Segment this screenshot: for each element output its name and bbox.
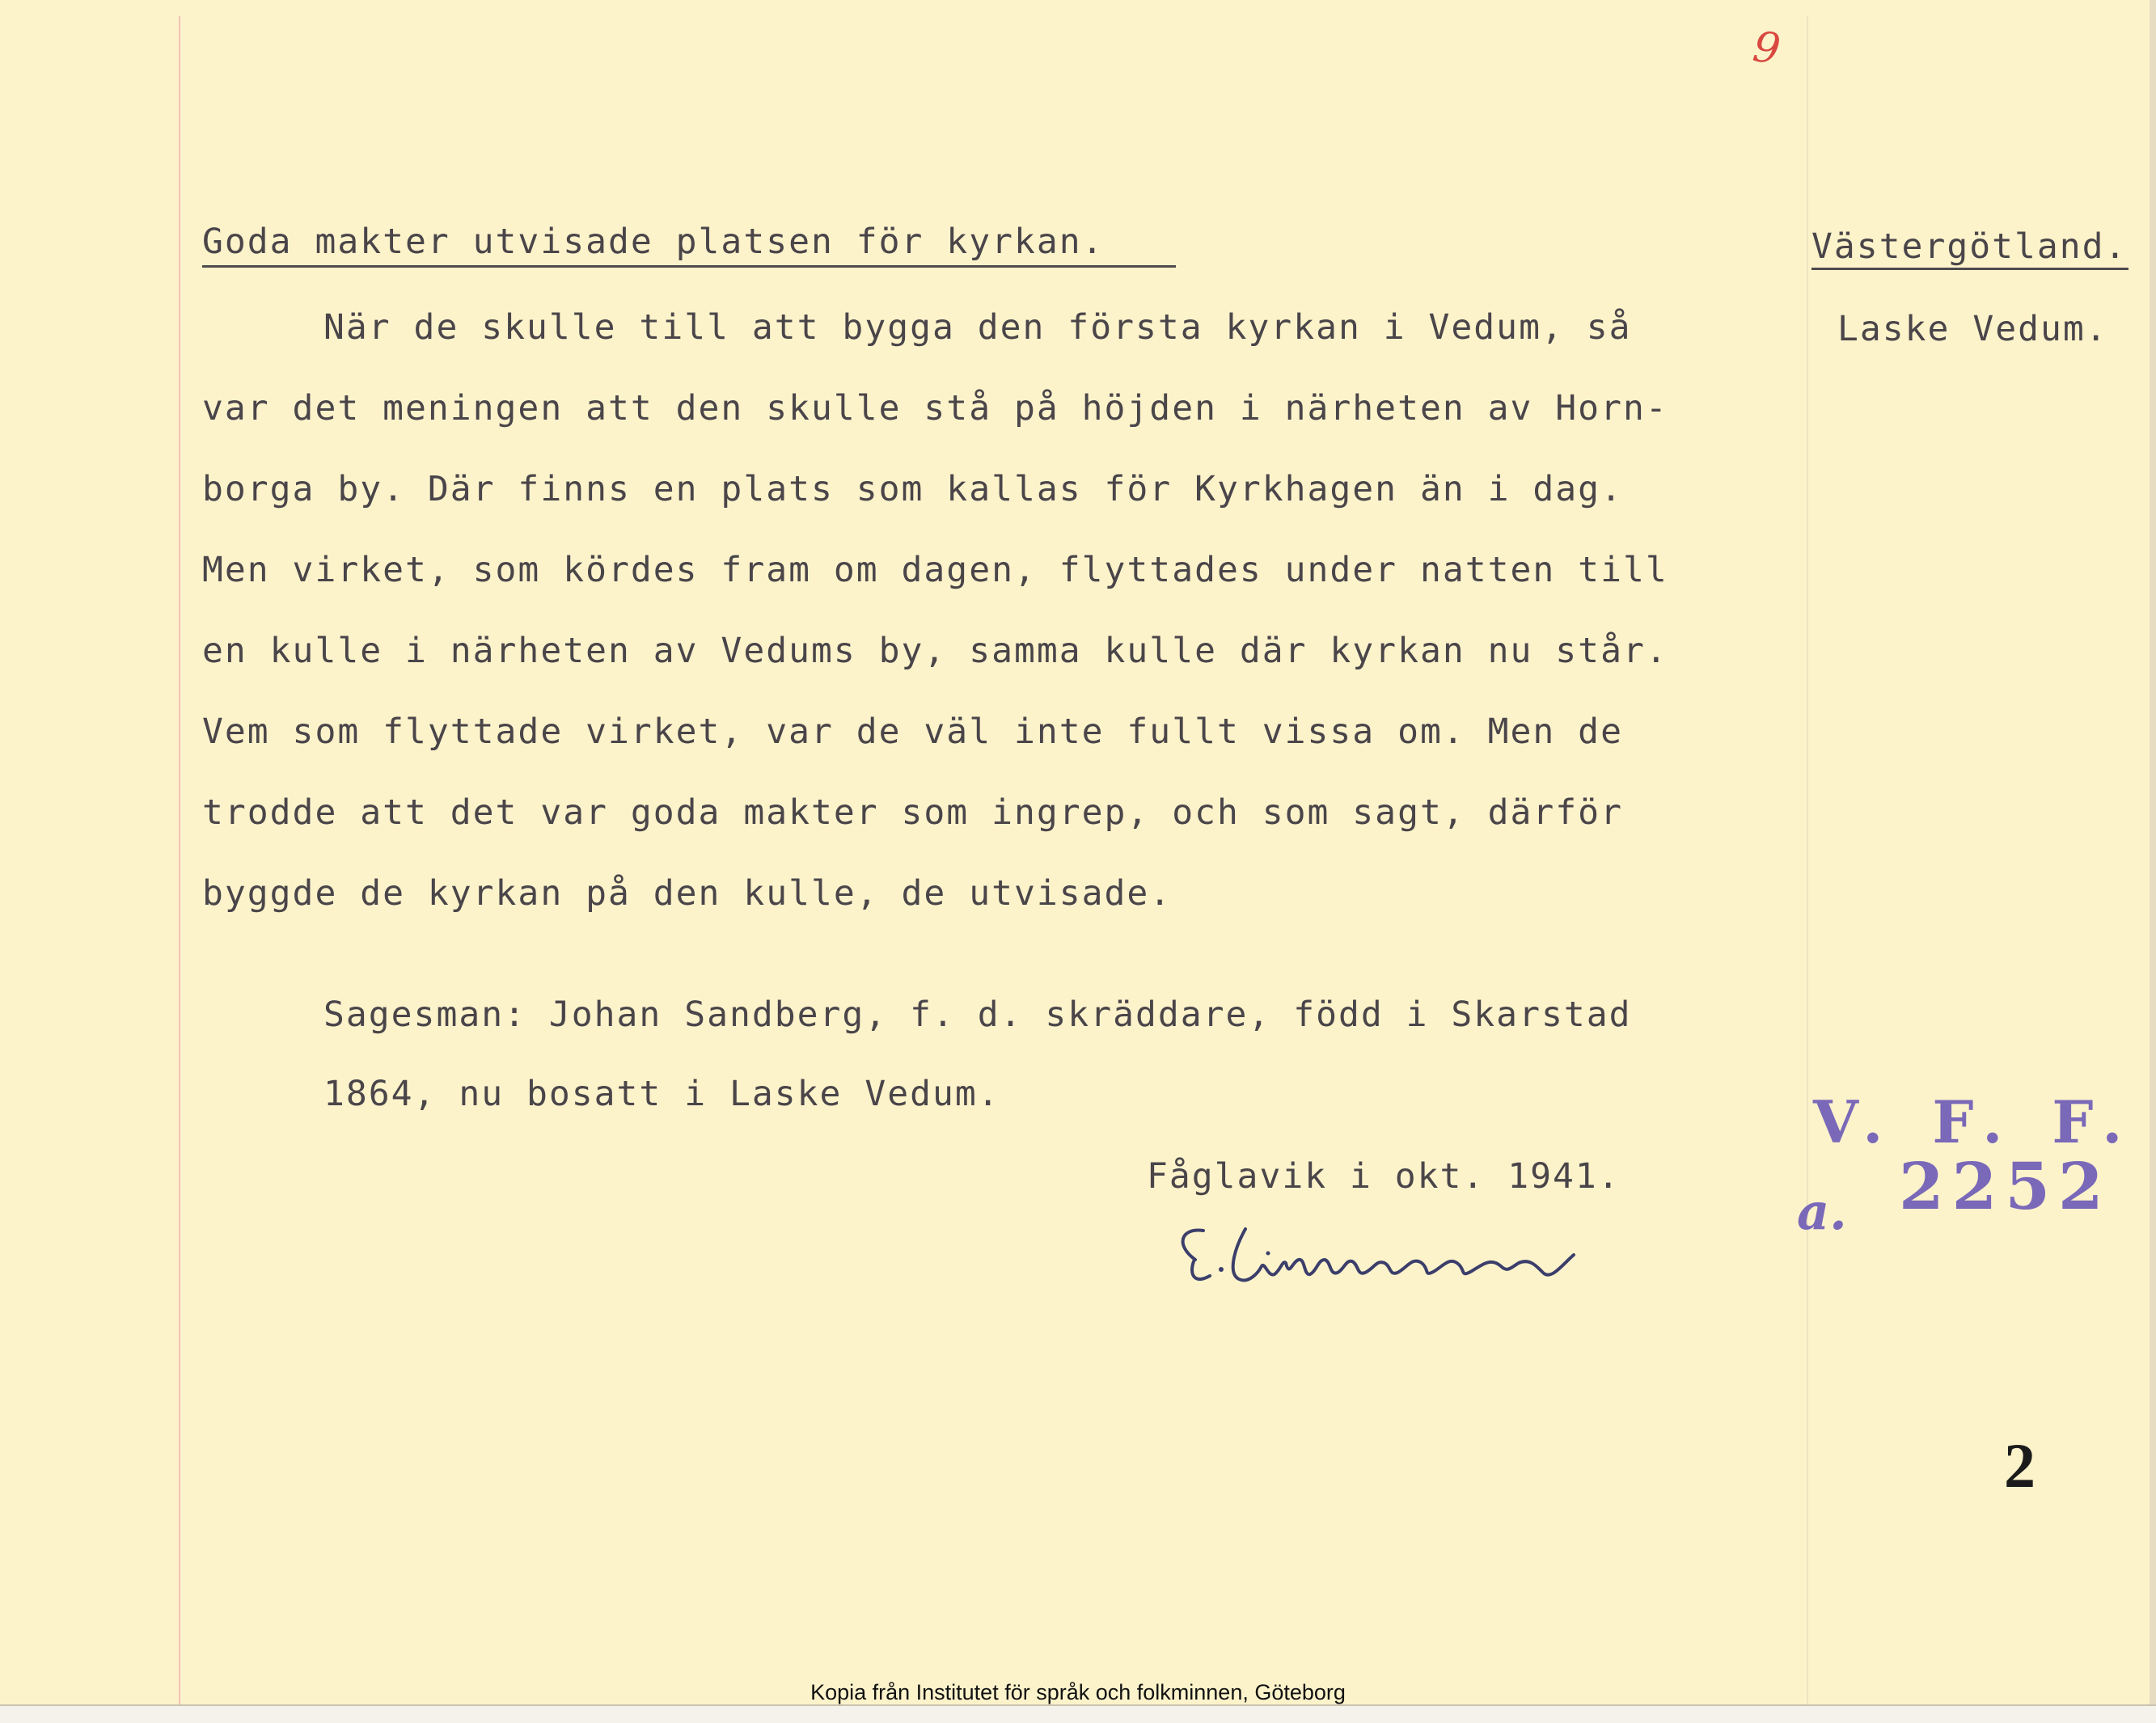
right-column-line [1807,16,1808,1706]
page-number: 2 [2004,1430,2036,1501]
body-line: borga by. Där finns en plats som kallas för Kyrkhagen än i dag. [202,469,1623,509]
archive-footer: Kopia från Institutet för språk och folkminnen, Göteborg [810,1680,1346,1704]
place-date: Fåglavik i okt. 1941. [1147,1156,1621,1197]
archive-stamp-number: 2252 [1899,1148,2112,1224]
archive-stamp-letters: V. F. F. [1813,1087,2137,1156]
archive-stamp-prefix: a. [1797,1182,1847,1241]
story-title: Goda makter utvisade platsen för kyrkan. [202,222,1105,262]
region-label: Västergötland. [1811,226,2128,267]
title-underline [202,265,1176,268]
body-line: Men virket, som kördes fram om dagen, flyttades under natten till [202,550,1668,590]
scan-bottom-strip [0,1704,2156,1723]
parish-label: Laske Vedum. [1837,309,2108,349]
body-line: trodde att det var goda makter som ingrep, och som sagt, därför [202,792,1623,833]
body-line: När de skulle till att bygga den första kyrkan i Vedum, så [323,307,1632,348]
region-underline [1811,268,2129,270]
body-line: var det meningen att den skulle stå på höjden i närheten av Horn- [202,388,1668,429]
informant-line: Sagesman: Johan Sandberg, f. d. skräddare, född i Skarstad [323,995,1632,1035]
left-margin-line [179,16,180,1706]
informant-line: 1864, nu bosatt i Laske Vedum. [323,1074,1000,1114]
handwritten-signature [1171,1213,1592,1302]
body-line: byggde de kyrkan på den kulle, de utvisade. [202,873,1173,914]
body-line: en kulle i närheten av Vedums by, samma kulle där kyrkan nu står. [202,631,1668,671]
page-edge [2150,0,2156,1704]
margin-mark: 9 [1749,22,1784,75]
body-line: Vem som flyttade virket, var de väl inte fullt vissa om. Men de [202,712,1623,752]
